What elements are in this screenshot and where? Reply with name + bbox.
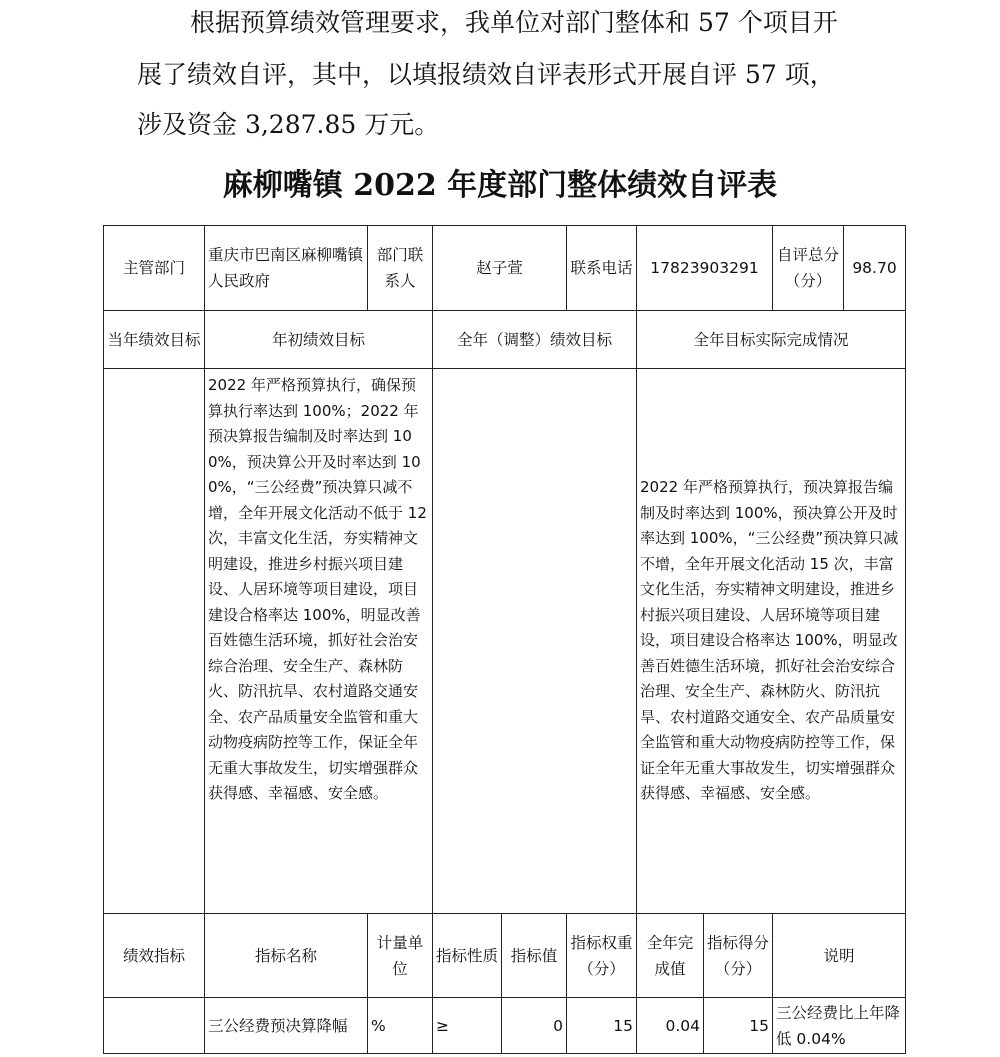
- contact-value: 赵子萱: [433, 226, 567, 311]
- indicator-label: 绩效指标: [104, 914, 205, 998]
- contact-label: 部门联系人: [368, 226, 433, 311]
- phone-value: 17823903291: [637, 226, 773, 311]
- dept-label: 主管部门: [104, 226, 205, 311]
- actual-goals-text: 2022 年严格预算执行，预决算报告编制及时率达到 100%，预决算公开及时率达到 100%，“三公经费”预决算只减不增，全年开展文化活动 15 次，丰富文化生活，夯实精神文明建设，推进乡村振兴项目建设、人居环境等项目建设，项目建设合格率达 100%，明显改善百姓德生活环境，抓好社会治安综合治理、安全生产、森林防火、防汛抗旱、农村道路交通安全、农产品质量安全监管和重大动物疫病防控等工作，保证全年无重大事故发生，切实增强群众获得感、幸福感、安全感。: [637, 369, 906, 914]
- indicator-header-row: [104, 914, 906, 998]
- score-value: 98.70: [852, 259, 897, 277]
- indicator-name-header: 指标名称: [205, 914, 368, 998]
- completion-header: 全年完成值: [637, 914, 704, 998]
- indicator-note: 三公经费比上年降低 0.04%: [773, 998, 906, 1054]
- indicator-weight: 15: [567, 998, 637, 1054]
- goals-header-row: [104, 311, 906, 369]
- self-evaluation-table: [103, 225, 906, 1054]
- score-header: 指标得分（分）: [704, 914, 773, 998]
- indicator-name: 三公经费预决算降幅: [205, 998, 368, 1054]
- indicator-value: 0: [502, 998, 567, 1054]
- unit-header: 计量单位: [368, 914, 433, 998]
- indicator-empty-cell: [104, 998, 205, 1054]
- note-header: 说明: [773, 914, 906, 998]
- table-title: 麻柳嘴镇 2022 年度部门整体绩效自评表: [222, 168, 778, 203]
- nature-header: 指标性质: [433, 914, 502, 998]
- score-cell: [773, 226, 906, 311]
- goals-empty-cell: [104, 369, 205, 914]
- intro-line-1: 根据预算绩效管理要求，我单位对部门整体和 57 个项目开: [190, 8, 838, 37]
- score-label: 自评总分（分）: [773, 226, 844, 310]
- intro-line-2: 展了绩效自评，其中，以填报绩效自评表形式开展自评 57 项，: [137, 60, 835, 89]
- phone-label: 联系电话: [567, 226, 637, 311]
- goals-row: [104, 369, 906, 914]
- weight-header: 指标权重（分）: [567, 914, 637, 998]
- initial-goals-header: 年初绩效目标: [205, 311, 433, 369]
- indicator-score: 15: [704, 998, 773, 1054]
- table-row: [104, 998, 906, 1054]
- indicator-completion: 0.04: [637, 998, 704, 1054]
- goals-label: 当年绩效目标: [104, 311, 205, 369]
- initial-goals-text: 2022 年严格预算执行，确保预算执行率达到 100%；2022 年预决算报告编制及时率达到 100%，预决算公开及时率达到 100%，“三公经费”预决算只减不增，全年开展文化活动不低于 12 次，丰富文化生活，夯实精神文明建设，推进乡村振兴项目建设、人居环境等项目建设，项目建设合格率达 100%，明显改善百姓德生活环境，抓好社会治安综合治理、安全生产、森林防火、防汛抗旱、农村道路交通安全、农产品质量安全监管和重大动物疫病防控等工作，保证全年无重大事故发生，切实增强群众获得感、幸福感、安全感。: [205, 369, 433, 914]
- value-header: 指标值: [502, 914, 567, 998]
- adjusted-goals-header: 全年（调整）绩效目标: [433, 311, 637, 369]
- adjusted-goals-text: [433, 369, 637, 914]
- header-row: [104, 226, 906, 311]
- actual-goals-header: 全年目标实际完成情况: [637, 311, 906, 369]
- indicator-nature: ≥: [433, 998, 502, 1054]
- intro-line-3: 涉及资金 3,287.85 万元。: [137, 110, 440, 139]
- dept-value: 重庆市巴南区麻柳嘴镇人民政府: [205, 226, 368, 311]
- indicator-unit: %: [368, 998, 433, 1054]
